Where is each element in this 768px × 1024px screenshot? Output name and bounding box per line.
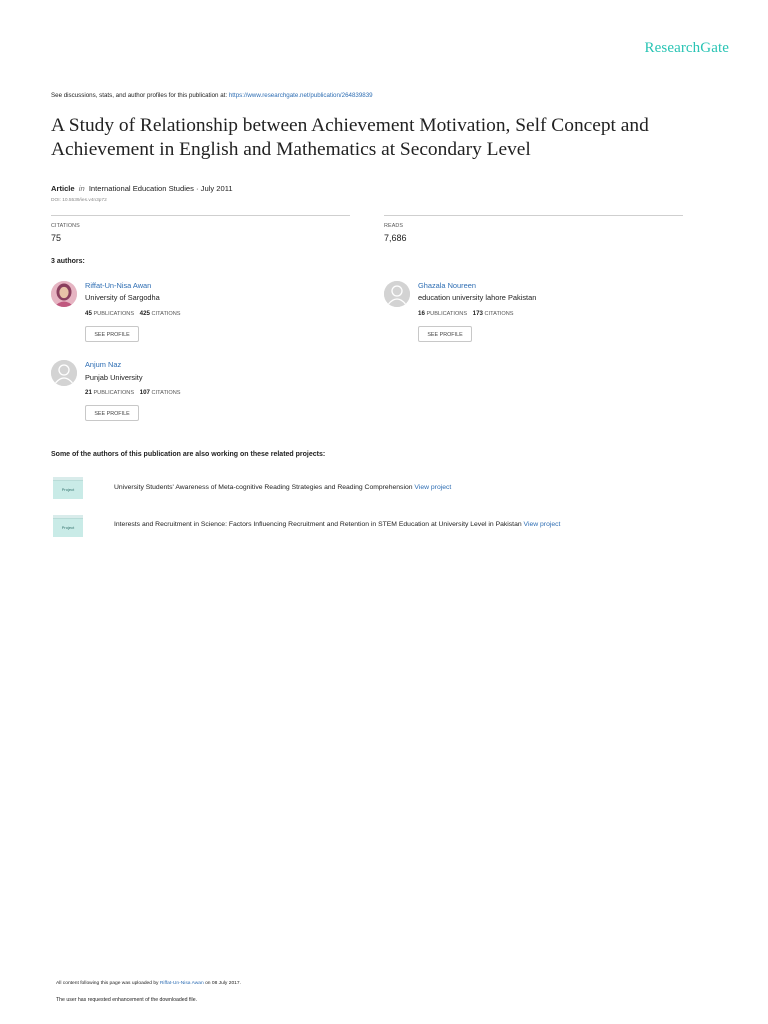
upload-date: on 08 July 2017. — [205, 981, 241, 986]
author-name-link[interactable]: Anjum Naz — [85, 360, 122, 369]
reads-divider — [384, 215, 683, 216]
discussion-note — [51, 92, 373, 99]
enhancement-note: The user has requested enhancement of the downloaded file. — [56, 997, 198, 1003]
article-type: Article — [51, 184, 75, 193]
author-institution[interactable]: University of Sargodha — [85, 293, 160, 302]
user-placeholder-icon[interactable] — [384, 281, 410, 307]
publications-count: 21 — [85, 389, 92, 396]
citations-count: 173 — [472, 310, 483, 317]
author-institution[interactable]: Punjab University — [85, 373, 143, 382]
project-item — [114, 484, 451, 491]
upload-note-prefix: All content following this page was uploaded by — [56, 981, 159, 986]
paper-title: A Study of Relationship between Achievement Motivation, Self Concept and Achievement in English and Mathematics at Secondary Level — [51, 115, 649, 160]
author-stats — [85, 310, 181, 317]
reads-label: READS — [384, 223, 404, 229]
discussion-note-prefix: See discussions, stats, and author profiles for this publication at: — [51, 92, 228, 99]
publication-meta — [51, 184, 233, 193]
author-name-link[interactable]: Ghazala Noureen — [418, 281, 476, 290]
see-profile-button[interactable]: SEE PROFILE — [85, 326, 139, 342]
researchgate-logo[interactable]: ResearchGate — [644, 40, 729, 56]
view-project-link[interactable]: View project — [414, 484, 452, 491]
citations-count: 425 — [139, 310, 150, 317]
uploader-link[interactable]: Riffat-Un-Nisa Awan — [159, 981, 204, 986]
project-title: Interests and Recruitment in Science: Factors Influencing Recruitment and Retention in STEM Education at University Level in Pakistan — [114, 521, 522, 528]
citations-label: CITATIONS — [484, 311, 514, 317]
citations-count: 75 — [51, 233, 62, 243]
author-card — [384, 281, 684, 345]
citations-label: CITATIONS — [51, 223, 80, 229]
reads-count: 7,686 — [384, 233, 407, 243]
project-icon-label: Project — [53, 519, 83, 537]
publications-count: 16 — [418, 310, 425, 317]
see-profile-button[interactable]: SEE PROFILE — [418, 326, 472, 342]
see-profile-button[interactable]: SEE PROFILE — [85, 405, 139, 421]
in-word: in — [78, 184, 85, 193]
project-folder-icon[interactable] — [53, 477, 83, 499]
user-placeholder-icon[interactable] — [51, 360, 77, 386]
author-card — [51, 281, 351, 345]
citations-count: 107 — [139, 389, 150, 396]
doi: DOI: 10.5539/ies.v4n3p72 — [51, 198, 107, 203]
publications-label: PUBLICATIONS — [93, 390, 135, 396]
citations-divider — [51, 215, 350, 216]
author-stats — [418, 310, 514, 317]
authors-heading: 3 authors: — [51, 258, 85, 265]
projects-heading: Some of the authors of this publication are also working on these related projects: — [51, 451, 326, 458]
author-photo-avatar[interactable] — [51, 281, 77, 307]
journal-date[interactable]: International Education Studies · July 2011 — [88, 184, 233, 193]
upload-note — [56, 981, 241, 986]
project-icon-label: Project — [53, 481, 83, 499]
author-institution[interactable]: education university lahore Pakistan — [418, 293, 537, 302]
view-project-link[interactable]: View project — [523, 521, 561, 528]
citations-label: CITATIONS — [151, 311, 181, 317]
publication-url-link[interactable]: https://www.researchgate.net/publication/264839839 — [228, 92, 373, 99]
project-title: University Students' Awareness of Meta-cognitive Reading Strategies and Reading Comprehension — [114, 484, 413, 491]
publications-label: PUBLICATIONS — [426, 311, 468, 317]
publications-count: 45 — [85, 310, 92, 317]
project-item — [114, 521, 560, 528]
author-name-link[interactable]: Riffat-Un-Nisa Awan — [85, 281, 152, 290]
project-folder-icon[interactable] — [53, 515, 83, 537]
publications-label: PUBLICATIONS — [93, 311, 135, 317]
citations-label: CITATIONS — [151, 390, 181, 396]
author-stats — [85, 389, 181, 396]
author-card — [51, 360, 351, 424]
